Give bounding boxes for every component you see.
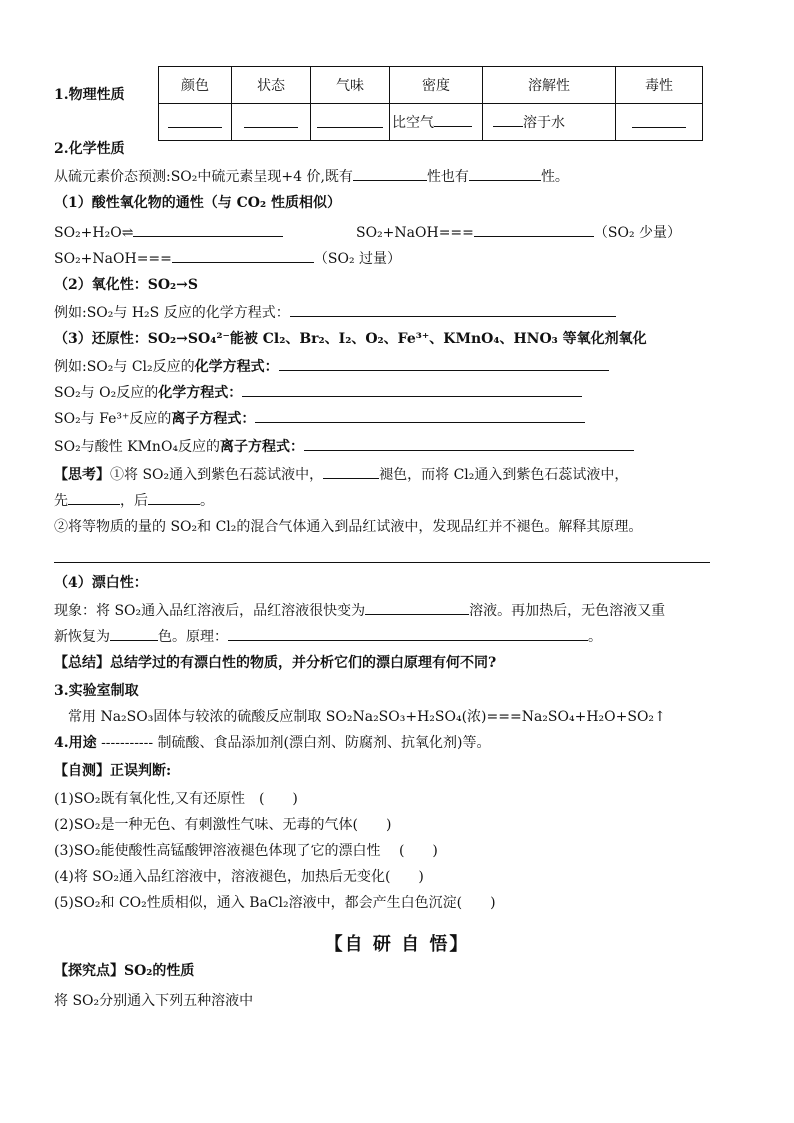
reducing-example-kmno4: SO₂与酸性 KMnO₄反应的离子方程式： <box>54 436 634 456</box>
blank-fe3-equation[interactable] <box>255 408 585 423</box>
think-question-1-cont: 先 ，后 。 <box>54 490 214 510</box>
blank-eq-water[interactable] <box>133 222 283 237</box>
answer-state[interactable] <box>232 104 311 141</box>
reducing-example-o2: SO₂与 O₂反应的化学方程式： <box>54 382 582 402</box>
self-study-title: 【自 研 自 悟】 <box>324 934 470 955</box>
blank-litmus-first[interactable] <box>68 490 120 505</box>
column-solubility: 溶解性 <box>483 67 616 104</box>
blank-eq-naoh-excess[interactable] <box>172 248 314 263</box>
column-density: 密度 <box>390 67 483 104</box>
bleaching-heading: （4）漂白性： <box>54 575 148 591</box>
blank-h2s-equation[interactable] <box>290 302 616 317</box>
inquiry-point: 【探究点】SO₂的性质 <box>54 963 195 979</box>
answer-line-question-2[interactable] <box>54 562 710 563</box>
oxidizing-heading: （2）氧化性：SO₂→S <box>54 277 199 293</box>
blank-restored-color[interactable] <box>110 626 158 641</box>
blank-property-1[interactable] <box>353 166 427 181</box>
answer-odor[interactable] <box>311 104 390 141</box>
answer-density[interactable]: 比空气 <box>390 104 483 141</box>
selftest-item-2[interactable]: (2)SO₂是一种无色、有刺激性气味、无毒的气体( ) <box>54 817 392 833</box>
table-header-row <box>159 67 703 104</box>
column-state: 状态 <box>232 67 311 104</box>
column-toxicity: 毒性 <box>616 67 703 104</box>
selftest-item-1[interactable]: (1)SO₂既有氧化性,又有还原性 ( ) <box>54 791 298 807</box>
answer-solubility[interactable]: 溶于水 <box>483 104 616 141</box>
reducing-example-cl2: 例如:SO₂与 Cl₂反应的化学方程式： <box>54 356 609 376</box>
reducing-heading: （3）还原性：SO₂→SO₄²⁻能被 Cl₂、Br₂、I₂、O₂、Fe³⁺、KMnO₄、HNO₃ 等氧化剂氧化 <box>54 331 647 347</box>
answer-toxicity[interactable] <box>616 104 703 141</box>
blank-litmus-then[interactable] <box>148 490 200 505</box>
equation-so2-water: SO₂+H₂O⇌ <box>54 222 283 242</box>
reducing-example-fe3: SO₂与 Fe³⁺反应的离子方程式： <box>54 408 585 428</box>
column-color: 颜色 <box>159 67 232 104</box>
equation-so2-naoh-little: SO₂+NaOH=== （SO₂ 少量） <box>356 222 681 242</box>
blank-o2-equation[interactable] <box>242 382 582 397</box>
think-question-1: 【思考】①将 SO₂通入到紫色石蕊试液中， 褪色，而将 Cl₂通入到紫色石蕊试液中， <box>54 464 628 484</box>
column-odor: 气味 <box>311 67 390 104</box>
section-chemical-heading: 2.化学性质 <box>54 141 125 157</box>
physical-properties-table <box>158 66 703 141</box>
table-answer-row <box>159 104 703 141</box>
selftest-item-3[interactable]: (3)SO₂能使酸性高锰酸钾溶液褪色体现了它的漂白性 ( ) <box>54 843 438 859</box>
section-uses: 4.用途 ----------- 制硫酸、食品添加剂(漂白剂、防腐剂、抗氧化剂)等。 <box>54 735 491 751</box>
summary-prompt: 【总结】总结学过的有漂白性的物质，并分析它们的漂白原理有何不同? <box>54 655 497 671</box>
lab-preparation-text: 常用 Na₂SO₃固体与较浓的硫酸反应制取 SO₂Na₂SO₃+H₂SO₄(浓)===Na₂SO₄+H₂O+SO₂↑ <box>68 709 666 725</box>
bleaching-phenomenon: 现象：将 SO₂通入品红溶液后，品红溶液很快变为 溶液。再加热后，无色溶液又重 <box>54 600 665 620</box>
blank-property-2[interactable] <box>469 166 541 181</box>
selftest-item-5[interactable]: (5)SO₂和 CO₂性质相似，通入 BaCl₂溶液中，都会产生白色沉淀( ) <box>54 895 496 911</box>
selftest-item-4[interactable]: (4)将 SO₂通入品红溶液中，溶液褪色，加热后无变化( ) <box>54 869 424 885</box>
blank-litmus-so2[interactable] <box>323 464 379 479</box>
blank-solution-color[interactable] <box>365 600 469 615</box>
blank-principle[interactable] <box>228 626 588 641</box>
blank-cl2-equation[interactable] <box>279 356 609 371</box>
inquiry-text: 将 SO₂分别通入下列五种溶液中 <box>54 993 254 1009</box>
answer-color[interactable] <box>159 104 232 141</box>
section-lab-heading: 3.实验室制取 <box>54 683 139 699</box>
selftest-heading: 【自测】正误判断: <box>54 763 172 779</box>
think-question-2: ②将等物质的量的 SO₂和 Cl₂的混合气体通入到品红试液中，发现品红并不褪色。解释其原理。 <box>54 519 643 535</box>
blank-kmno4-equation[interactable] <box>304 436 634 451</box>
equation-so2-naoh-excess: SO₂+NaOH=== （SO₂ 过量） <box>54 248 401 268</box>
section-physical-heading: 1.物理性质 <box>54 87 125 103</box>
bleaching-principle: 新恢复为 色。原理： 。 <box>54 626 602 646</box>
acidic-oxide-heading: （1）酸性氧化物的通性（与 CO₂ 性质相似） <box>54 195 341 211</box>
oxidizing-example: 例如:SO₂与 H₂S 反应的化学方程式： <box>54 302 616 322</box>
valence-prediction-line: 从硫元素价态预测:SO₂中硫元素呈现+4 价,既有 性也有 性。 <box>54 166 569 186</box>
blank-eq-naoh-little[interactable] <box>474 222 594 237</box>
